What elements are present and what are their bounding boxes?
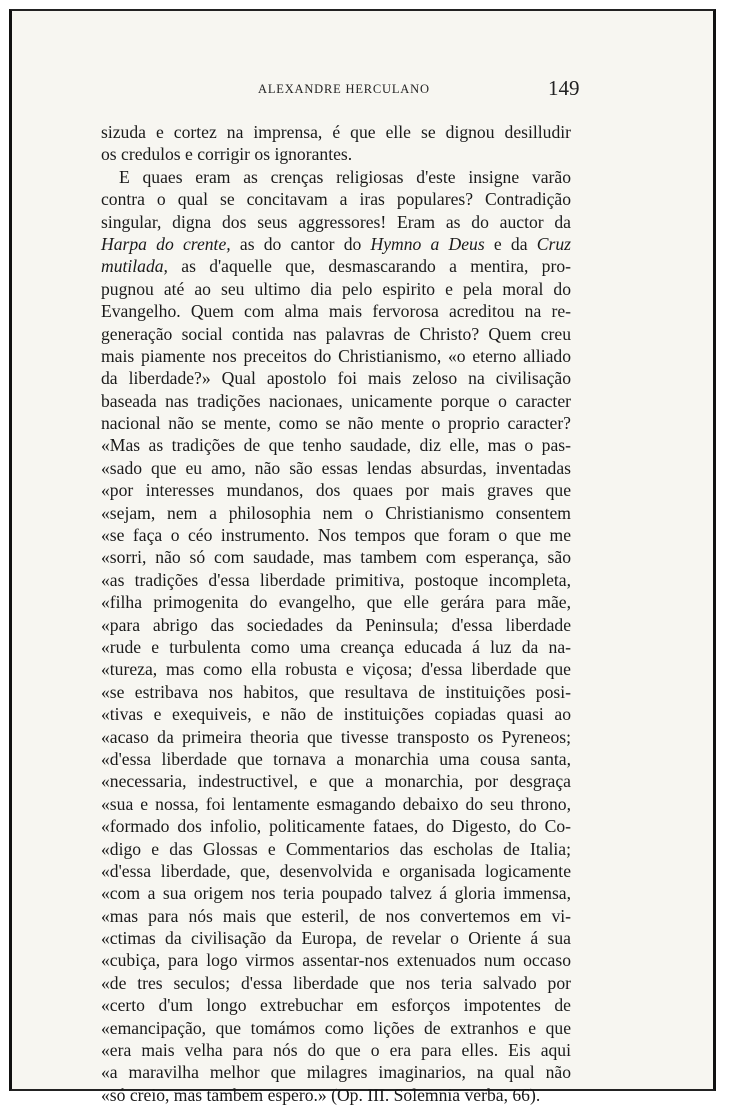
text-line: «sua e nossa, foi lentamente esmagando debaixo do seu throno, bbox=[101, 793, 571, 814]
text-line: singular, digna dos seus aggressores! Eram as do auctor da bbox=[101, 211, 571, 232]
text-line: nacional não se mente, como se não mente o proprio caracter? bbox=[101, 413, 571, 434]
italic-title: Hymno a Deus bbox=[370, 233, 485, 254]
text-line: pugnou até ao seu ultimo dia pelo espirito e pela moral do bbox=[101, 278, 571, 299]
text-line: sizuda e cortez na imprensa, é que elle se dignou desilludir bbox=[101, 122, 571, 142]
text-line: «ctimas da civilisação da Europa, de revelar o Oriente á sua bbox=[101, 928, 571, 949]
text-line: «d'essa liberdade que tornava a monarchia uma cousa santa, bbox=[101, 748, 571, 769]
text-line: «era mais velha para nós do que o era para elles. Eis aqui bbox=[101, 1040, 571, 1061]
text-line: Evangelho. Quem com alma mais fervorosa acreditou na re- bbox=[101, 301, 571, 322]
body-text bbox=[101, 121, 571, 1106]
text-line: contra o qual se concitavam a iras populares? Contradição bbox=[101, 189, 571, 210]
text-line: «sorri, não só com saudade, mas tambem com esperança, são bbox=[101, 547, 571, 568]
text-line: os credulos e corrigir os ignorantes. bbox=[101, 144, 353, 165]
text-line: «se faça o céo instrumento. Nos tempos que foram o que me bbox=[101, 525, 571, 546]
text-line: «por interesses mundanos, dos quaes por mais graves que bbox=[101, 480, 571, 501]
text-run: as d'aquelle que, desmascarando a mentira, pro- bbox=[167, 256, 571, 277]
text-line: «tureza, mas como ella robusta e viçosa; d'essa liberdade que bbox=[101, 659, 571, 680]
text-line: mais piamente nos preceitos do Christianismo, «o eterno alliado bbox=[101, 345, 571, 366]
italic-title: Cruz bbox=[536, 233, 571, 254]
text-run: as do cantor do bbox=[230, 233, 371, 254]
text-line: «digo e das Glossas e Commentarios das escholas de Italia; bbox=[101, 838, 571, 859]
text-line: «sado que eu amo, não são essas lendas absurdas, inventadas bbox=[101, 457, 571, 478]
text-line: generação social contida nas palavras de Christo? Quem creu bbox=[101, 323, 571, 344]
text-line: «filha primogenita do evangelho, que elle gerára para mãe, bbox=[101, 592, 571, 613]
text-line: «a maravilha melhor que milagres imaginarios, na qual não bbox=[101, 1062, 571, 1083]
text-line: «d'essa liberdade, que, desenvolvida e organisada logicamente bbox=[101, 860, 571, 881]
text-line: «rude e turbulenta como uma creança educada á luz da na- bbox=[101, 636, 571, 657]
text-line: da liberdade?» Qual apostolo foi mais zeloso na civilisação bbox=[101, 368, 571, 389]
text-line: «se estribava nos habitos, que resultava de instituições posi- bbox=[101, 681, 571, 702]
text-line: «as tradições d'essa liberdade primitiva, postoque incompleta, bbox=[101, 569, 571, 590]
text-line: «formado dos infolio, politicamente fataes, do Digesto, do Co- bbox=[101, 816, 571, 837]
text-line bbox=[101, 255, 571, 277]
text-line: «Mas as tradições de que tenho saudade, diz elle, mas o pas- bbox=[101, 435, 571, 456]
running-head bbox=[0, 76, 729, 104]
text-line: «para abrigo das sociedades da Peninsula; d'essa liberdade bbox=[101, 614, 571, 635]
text-line: «mas para nós mais que esteril, de nos convertemos em vi- bbox=[101, 905, 571, 926]
text-line: «de tres seculos; d'essa liberdade que nos teria salvado por bbox=[101, 972, 571, 993]
text-line: baseada nas tradições nacionaes, unicamente porque o caracter bbox=[101, 390, 571, 411]
text-line: «acaso da primeira theoria que tivesse transposto os Pyreneos; bbox=[101, 726, 571, 747]
text-line: «emancipação, que tomámos como lições de extranhos e que bbox=[101, 1017, 571, 1038]
text-line bbox=[101, 233, 571, 255]
text-line: «sejam, nem a philosophia nem o Christianismo consentem bbox=[101, 502, 571, 523]
text-line: «necessaria, indestructivel, e que a monarchia, por desgraça bbox=[101, 771, 571, 792]
running-title: ALEXANDRE HERCULANO bbox=[258, 82, 430, 96]
text-run: e da bbox=[484, 233, 537, 254]
text-line: «só creio, mas tambem espero.» (Op. III. Solemnia verba, 66). bbox=[101, 1084, 541, 1105]
page-number: 149 bbox=[548, 76, 580, 100]
italic-title: mutilada, bbox=[101, 256, 168, 277]
text-line: «cubiça, para logo virmos assentar-nos extenuados num occaso bbox=[101, 950, 571, 971]
text-line: «com a sua origem nos teria poupado talvez á gloria immensa, bbox=[101, 883, 571, 904]
text-line: «tivas e exequiveis, e não de instituições copiadas quasi ao bbox=[101, 704, 571, 725]
text-line: E quaes eram as crenças religiosas d'este insigne varão bbox=[119, 166, 571, 187]
italic-title: Harpa do crente, bbox=[101, 233, 231, 254]
text-line: «certo d'um longo extrebuchar em esforços impotentes de bbox=[101, 995, 571, 1016]
